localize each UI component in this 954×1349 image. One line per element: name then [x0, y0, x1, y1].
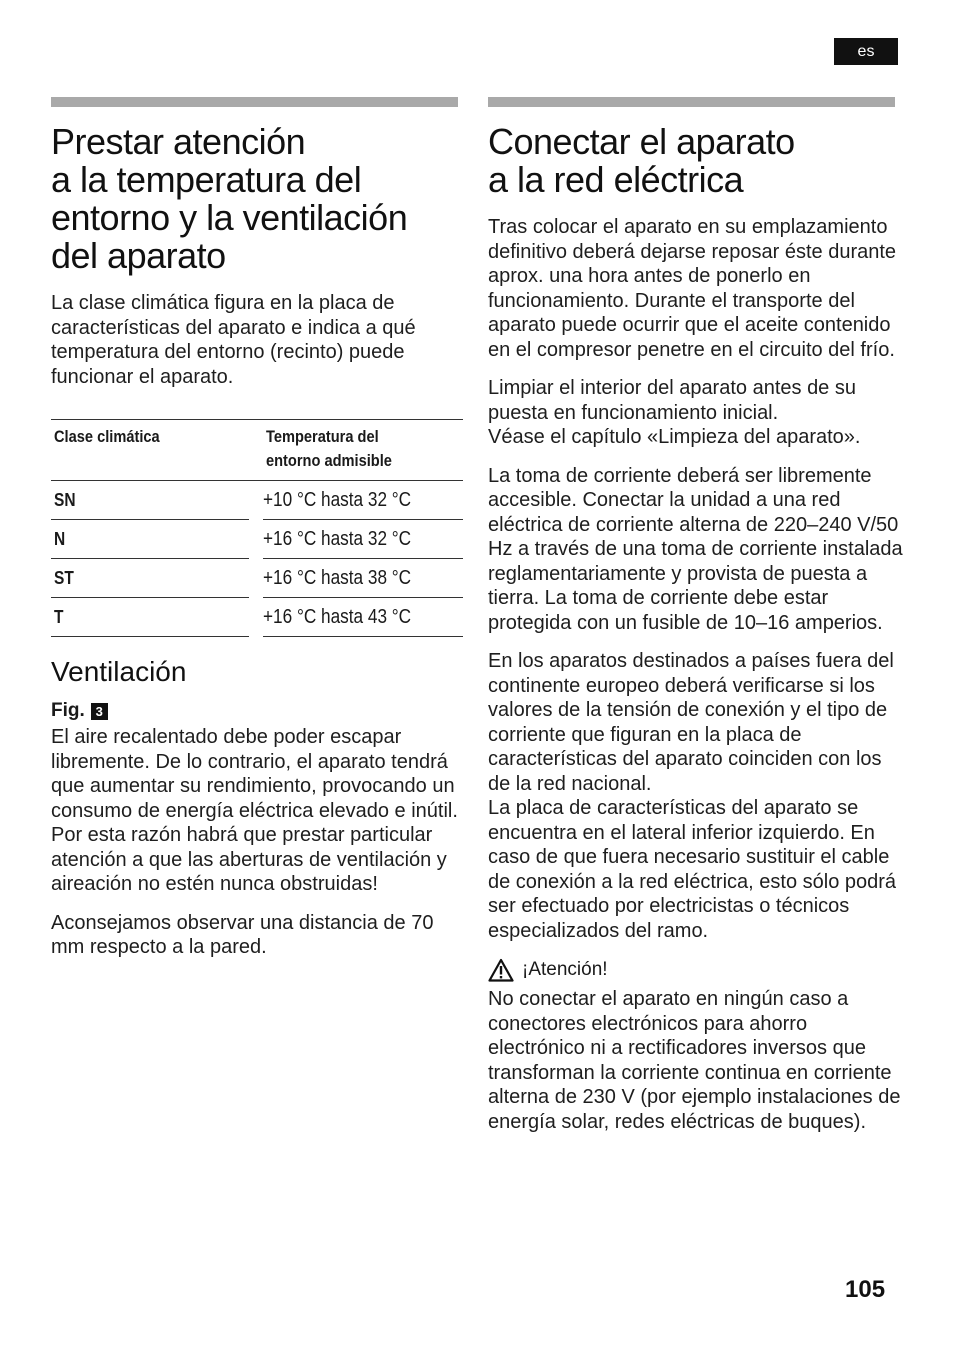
warning-text: No conectar el aparato en ningún caso a conectores electrónicos para ahorro electrónico ni a rectificadores inversos que transforman la corriente continua en corriente alterna de 230 V (por ejemplo instalaciones de energía solar, redes eléctricas de buques). [488, 988, 901, 1133]
right-column [488, 97, 903, 1148]
climate-code: SN [51, 481, 249, 520]
body-paragraph: La placa de características del aparato se encuentra en el lateral inferior izquierdo. En caso de que fuera necesario sustituir el cable de conexión a la red eléctrica, esto sólo podrá ser efectuado por electricistas o técnicos especializados del ramo. [488, 797, 897, 942]
body-paragraph: Limpiar el interior del aparato antes de su puesta en funcionamiento inicial. [488, 377, 856, 424]
ventilation-paragraph: Aconsejamos observar una distancia de 70 mm respecto a la pared. [51, 911, 434, 958]
right-title [488, 123, 903, 199]
warning-triangle-icon [488, 958, 514, 982]
column-header-temperature: Temperatura del entorno admisible [263, 420, 463, 481]
climate-code: N [51, 520, 249, 559]
ventilation-paragraph: Por esta razón habrá que prestar particular atención a que las aberturas de ventilación y aireación no estén nunca obstruidas! [51, 824, 447, 895]
column-header-class: Clase climática [51, 420, 249, 481]
section-rule [51, 97, 458, 107]
intro-paragraph: La clase climática figura en la placa de características del aparato e indica a qué temperatura del entorno (recinto) puede funcionar el aparato. [51, 292, 416, 388]
temperature-range: +16 °C hasta 43 °C [263, 598, 463, 637]
body-paragraph: La toma de corriente deberá ser libremente accesible. Conectar la unidad a una red eléctrica de corriente alterna de 220–240 V/50 Hz a través de una toma de corriente instalada reglamentariamente y provista de puesta a tierra. La toma de corriente debe estar protegida con un fusible de 10–16 amperios. [488, 464, 903, 634]
temperature-range: +10 °C hasta 32 °C [263, 481, 463, 520]
table-row [51, 481, 463, 520]
temperature-range: +16 °C hasta 32 °C [263, 520, 463, 559]
left-title-line: entorno y la ventilación [51, 197, 408, 238]
climate-code: ST [51, 559, 249, 598]
body-paragraph: Tras colocar el aparato en su emplazamiento definitivo deberá dejarse reposar éste durante aprox. una hora antes de ponerlo en funcionamiento. Durante el transporte del aparato puede ocurrir que el aceite contenido en el compresor penetre en el circuito del frío. [488, 216, 897, 361]
left-column [51, 97, 463, 974]
figure-reference [51, 699, 463, 723]
left-title-line: Prestar atención [51, 121, 306, 162]
left-title-line: del aparato [51, 235, 226, 276]
table-row [51, 559, 463, 598]
right-title-line: a la red eléctrica [488, 159, 744, 200]
temperature-range: +16 °C hasta 38 °C [263, 559, 463, 598]
figure-number-badge: 3 [91, 703, 108, 720]
climate-class-table [51, 419, 463, 637]
ventilation-paragraph: El aire recalentado debe poder escapar libremente. De lo contrario, el aparato tendrá que aumentar su rendimiento, provocando un consumo de energía eléctrica elevado e inútil. [51, 726, 458, 822]
language-tab: es [834, 38, 898, 65]
table-row [51, 520, 463, 559]
left-title-line: a la temperatura del [51, 159, 362, 200]
body-paragraph: Véase el capítulo «Limpieza del aparato». [488, 426, 861, 448]
table-header-row [51, 420, 463, 481]
right-title-line: Conectar el aparato [488, 121, 795, 162]
climate-code: T [51, 598, 249, 637]
ventilation-heading: Ventilación [51, 656, 187, 687]
table-row [51, 598, 463, 637]
left-title [51, 123, 463, 275]
page-number: 105 [845, 1276, 886, 1303]
section-rule [488, 97, 895, 107]
figure-label: Fig. [51, 700, 85, 721]
body-paragraph: En los aparatos destinados a países fuera del continente europeo deberá verificarse si los valores de la tensión de conexión y el tipo de corriente que figuran en la placa de características del aparato coinciden con los de la red nacional. [488, 650, 894, 795]
warning-heading [488, 957, 903, 983]
warning-label: ¡Atención! [522, 959, 608, 980]
